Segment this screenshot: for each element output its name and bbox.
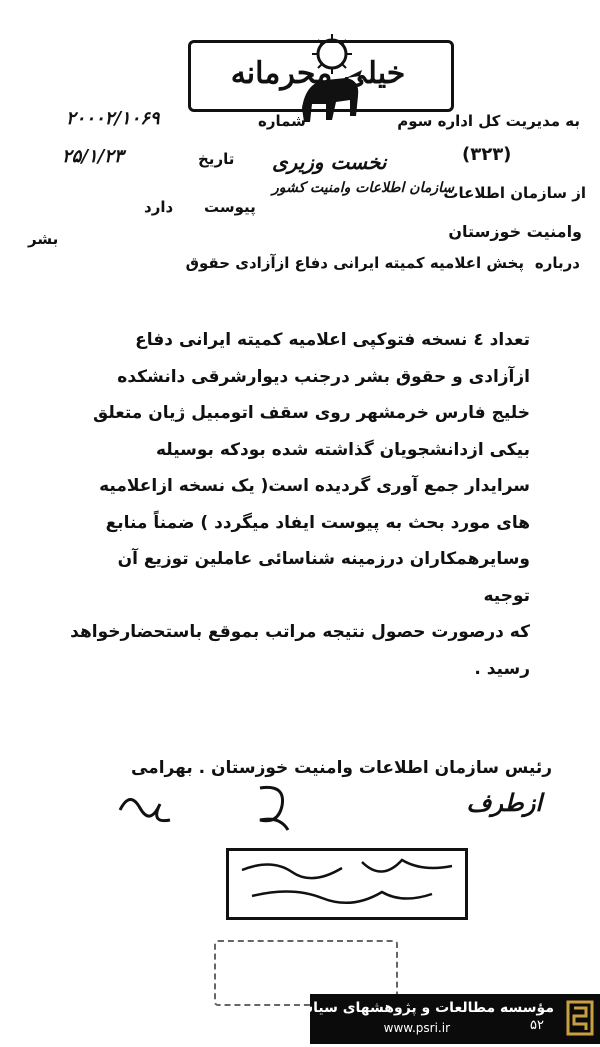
date-label: تاریخ xyxy=(198,150,235,168)
body-line: خلیج فارس خرمشهر روی سقف اتومبیل ژیان متعلق xyxy=(93,403,530,423)
date-value: ۲۵/۱/۲۳ xyxy=(62,146,124,167)
document-code: (۳۲۳) xyxy=(462,144,512,165)
body-line: های مورد بحث به پیوست ایفاد میگردد ) ضمناً منابع xyxy=(105,512,530,533)
subject-text: پخش اعلامیه کمیته ایرانی دفاع ازآزادی حقوق xyxy=(185,254,524,272)
subject-text-end: بشر xyxy=(28,230,59,248)
body-line: رسید . xyxy=(474,658,530,679)
institute-logo-icon xyxy=(566,998,594,1038)
handwritten-signature xyxy=(110,780,330,840)
recipient-label: به مدیریت کل اداره سوم xyxy=(397,112,580,130)
letter-body xyxy=(70,322,530,687)
body-line: که درصورت حصول نتیجه مراتب بموقع باستحضارخواهد xyxy=(70,622,530,642)
footer-organization: مؤسسه مطالعات و پژوهشهای سیاسی xyxy=(285,1000,554,1016)
handwritten-on-behalf: ازطرف xyxy=(466,788,542,817)
signatory-title: رئیس سازمان اطلاعات وامنیت خوزستان . بهرامی xyxy=(130,758,552,778)
body-line: وسایرهمکاران درزمینه شناسائی عاملین توزیع آن توجیه xyxy=(117,549,530,606)
handwritten-note-prime-ministry: نخست وزیری xyxy=(272,150,387,174)
body-line: تعداد ٤ نسخه فتوکپی اعلامیه کمیته ایرانی دفاع xyxy=(135,330,530,350)
body-line: بیکی ازدانشجویان گذاشته شده بودکه بوسیله xyxy=(155,439,530,460)
number-label: شماره xyxy=(258,112,306,130)
number-value: ۲۰۰۰۲/۱۰۶۹ xyxy=(66,108,160,129)
sender-label: از سازمان اطلاعات xyxy=(443,184,586,202)
subject-label: درباره xyxy=(534,254,580,272)
handwritten-sender-note: سازمان اطلاعات وامنیت کشور xyxy=(272,180,455,196)
attachment-label: پیوست xyxy=(204,198,256,216)
page-number: ۵۲ xyxy=(530,1018,544,1033)
footer-website-link[interactable]: www.psri.ir xyxy=(383,1021,450,1035)
body-line: ازآزادی و حقوق بشر درجنب دیوارشرقی دانشکده xyxy=(117,366,530,387)
body-line: سرایدار جمع آوری گردیده است( یک نسخه ازاعلامیه xyxy=(99,476,530,496)
attachment-value: دارد xyxy=(144,198,174,216)
classification-stamp-text: خیلی محرمانه xyxy=(230,56,406,91)
receipt-stamp-handwriting xyxy=(232,852,460,912)
sender-line-2: وامنیت خوزستان xyxy=(448,222,582,241)
